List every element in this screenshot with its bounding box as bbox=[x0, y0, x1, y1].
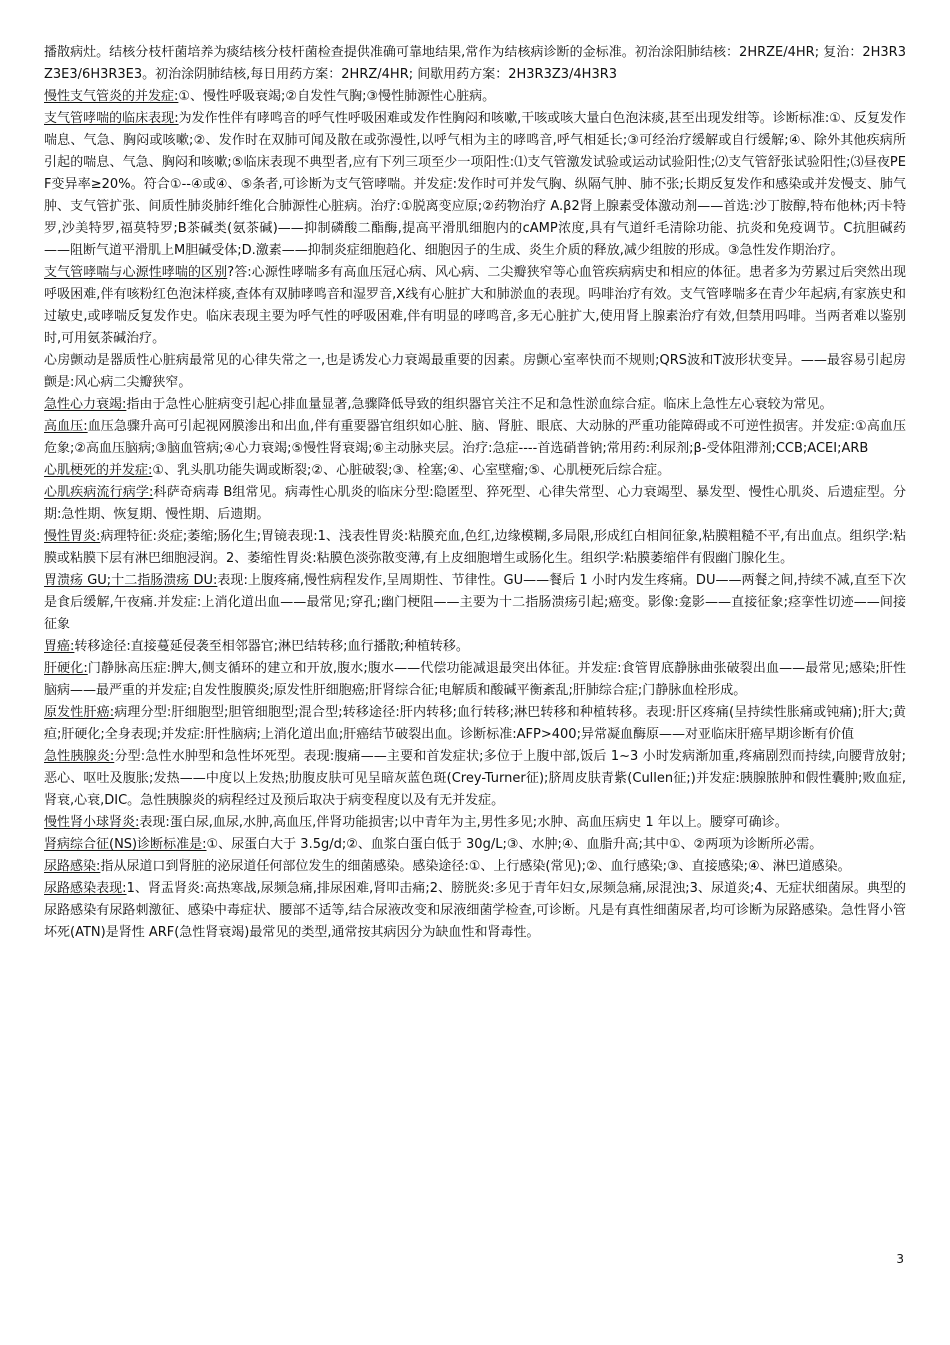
paragraph-heading: 心肌疾病流行病学: bbox=[44, 485, 154, 500]
paragraph bbox=[44, 702, 906, 746]
paragraph-text: 转移途径:直接蔓延侵袭至相邻器官;淋巴结转移;血行播散;种植转移。 bbox=[74, 639, 469, 654]
paragraph bbox=[44, 856, 906, 878]
paragraph bbox=[44, 746, 906, 812]
paragraph bbox=[44, 416, 906, 460]
paragraph bbox=[44, 86, 906, 108]
paragraph bbox=[44, 108, 906, 262]
paragraph-text: ①、慢性呼吸衰竭;②自发性气胸;③慢性肺源性心脏病。 bbox=[178, 89, 496, 104]
paragraph-heading: 心肌梗死的并发症: bbox=[44, 463, 153, 478]
paragraph-heading: 支气管哮喘与心源性哮喘的区别 bbox=[44, 265, 228, 280]
paragraph-text: ①、尿蛋白大于 3.5g/d;②、血浆白蛋白低于 30g/L;③、水肿;④、血脂升高;其中①、②两项为诊断所必需。 bbox=[206, 837, 823, 852]
paragraph-heading: 支气管哮喘的临床表现: bbox=[44, 111, 179, 126]
paragraph-heading: 原发性肝癌: bbox=[44, 705, 115, 720]
paragraph-text: 分型:急性水肿型和急性坏死型。表现:腹痛——主要和首发症状;多位于上腹中部,饭后 1~3 小时发病渐加重,疼痛剧烈而持续,向腰背放射;恶心、呕吐及腹胀;发热——中度以上发热;肋腹皮肤可见呈暗灰蓝色斑(Crey-Turner征);脐周皮肤青紫(Cullen征;)并发症:胰腺脓肿和假性囊肿;败血症,肾衰,心衰,DIC。急性胰腺炎的病程经过及预后取决于病变程度以及有无并发症。 bbox=[44, 749, 906, 808]
paragraph-heading: 慢性胃炎: bbox=[44, 529, 101, 544]
paragraph bbox=[44, 482, 906, 526]
paragraph-heading: 肝硬化: bbox=[44, 661, 88, 676]
paragraph-heading: 慢性肾小球肾炎: bbox=[44, 815, 140, 830]
paragraph-text: 科萨奇病毒 B组常见。病毒性心肌炎的临床分型:隐匿型、猝死型、心律失常型、心力衰竭型、暴发型、慢性心肌炎、后遗症型。分期:急性期、恢复期、慢性期、后遗期。 bbox=[44, 485, 906, 522]
paragraph-heading: 慢性支气管炎的并发症: bbox=[44, 89, 179, 104]
paragraph bbox=[44, 262, 906, 350]
paragraph bbox=[44, 526, 906, 570]
paragraph-heading: 尿路感染: bbox=[44, 859, 101, 874]
paragraph-heading: 胃癌: bbox=[44, 639, 75, 654]
paragraph bbox=[44, 658, 906, 702]
paragraph-text: 为发作性伴有哮鸣音的呼气性呼吸困难或发作性胸闷和咳嗽,干咳或咳大量白色泡沫痰,甚至出现发绀等。诊断标准:①、反复发作喘息、气急、胸闷或咳嗽;②、发作时在双肺可闻及散在或弥漫性,以呼气相为主的哮鸣音,呼气相延长;③可经治疗缓解或自行缓解;④、除外其他疾病所引起的喘息、气急、胸闷和咳嗽;⑤临床表现不典型者,应有下列三项至少一项阳性:⑴支气管激发试验或运动试验阳性;⑵支气管舒张试验阳性;⑶昼夜PEF变异率≥20%。符合①--④或④、⑤条者,可诊断为支气管哮喘。并发症:发作时可并发气胸、纵隔气肿、肺不张;长期反复发作和感染或并发慢支、肺气肿、支气管扩张、间质性肺炎肺纤维化合肺源性心脏病。治疗:①脱离变应原;②药物治疗 A.β2肾上腺素受体激动剂——首选:沙丁胺醇,特布他林;丙卡特罗,沙美特罗,福莫特罗;B茶碱类(氨茶碱)——抑制磷酸二酯酶,提高平滑肌细胞内的cAMP浓度,具有气道纤毛清除功能、抗炎和免疫调节。C抗胆碱药——阻断气道平滑肌上M胆碱受体;D.激素——抑制炎症细胞趋化、细胞因子的生成、炎生介质的释放,减少组胺的形成。③急性发作期治疗。 bbox=[44, 111, 906, 258]
paragraph bbox=[44, 878, 906, 944]
paragraph-text: 心房颤动是器质性心脏病最常见的心律失常之一,也是诱发心力衰竭最重要的因素。房颤心室率快而不规则;QRS波和T波形状变异。——最容易引起房颤是:风心病二尖瓣狭窄。 bbox=[44, 353, 906, 390]
paragraph-heading: 急性心力衰竭: bbox=[44, 397, 127, 412]
paragraph-heading: 胃溃疡 GU;十二指肠溃疡 DU: bbox=[44, 573, 218, 588]
paragraph-text: 播散病灶。结核分枝杆菌培养为痰结核分枝杆菌检查提供准确可靠地结果,常作为结核病诊断的金标准。初治涂阳肺结核：2HRZE/4HR; 复治：2H3R3Z3E3/6H3R3E3。初治涂阴肺结核,每日用药方案：2HRZ/4HR; 间歇用药方案：2H3R3Z3/4H3R3 bbox=[44, 45, 906, 82]
document-body bbox=[44, 42, 906, 944]
paragraph-heading: 急性胰腺炎: bbox=[44, 749, 115, 764]
paragraph bbox=[44, 460, 906, 482]
paragraph bbox=[44, 570, 906, 636]
paragraph-text: ①、乳头肌功能失调或断裂;②、心脏破裂;③、栓塞;④、心室壁瘤;⑤、心肌梗死后综合症。 bbox=[152, 463, 671, 478]
paragraph bbox=[44, 42, 906, 86]
paragraph-text: 指从尿道口到肾脏的泌尿道任何部位发生的细菌感染。感染途径:①、上行感染(常见);②、血行感染;③、直接感染;④、淋巴道感染。 bbox=[100, 859, 851, 874]
page-number: 3 bbox=[896, 1252, 904, 1266]
paragraph-text: 血压急骤升高可引起视网膜渗出和出血,伴有重要器官组织如心脏、脑、肾脏、眼底、大动脉的严重功能障碍或不可逆性损害。并发症:①高血压危象;②高血压脑病;③脑血管病;④心力衰竭;⑤慢性肾衰竭;⑥主动脉夹层。治疗:急症----首选硝普钠;常用药:利尿剂;β-受体阻滞剂;CCB;ACEI;ARB bbox=[44, 419, 906, 456]
paragraph-heading: 高血压: bbox=[44, 419, 88, 434]
paragraph bbox=[44, 812, 906, 834]
paragraph bbox=[44, 636, 906, 658]
paragraph-text: 病理特征:炎症;萎缩;肠化生;胃镜表现:1、浅表性胃炎:粘膜充血,色红,边缘模糊,多局限,形成红白相间征象,粘膜粗糙不平,有出血点。组织学:粘膜或粘膜下层有淋巴细胞浸润。2、萎缩性胃炎:粘膜色淡弥散变薄,有上皮细胞增生或肠化生。组织学:粘膜萎缩伴有假幽门腺化生。 bbox=[44, 529, 906, 566]
paragraph bbox=[44, 350, 906, 394]
paragraph-text: 1、肾盂肾炎:高热寒战,尿频急痛,排尿困难,肾叩击痛;2、膀胱炎:多见于青年妇女,尿频急痛,尿混浊;3、尿道炎;4、无症状细菌尿。典型的尿路感染有尿路刺激征、感染中毒症状、腰部不适等,结合尿液改变和尿液细菌学检查,可诊断。凡是有真性细菌尿者,均可诊断为尿路感染。急性肾小管坏死(ATN)是肾性 ARF(急性肾衰竭)最常见的类型,通常按其病因分为缺血性和肾毒性。 bbox=[44, 881, 906, 940]
paragraph bbox=[44, 834, 906, 856]
paragraph-heading: 肾病综合征(NS)诊断标准是: bbox=[44, 837, 207, 852]
paragraph-text: 表现:上腹疼痛,慢性病程发作,呈周期性、节律性。GU——餐后 1 小时内发生疼痛。DU——两餐之间,持续不减,直至下次是食后缓解,午夜痛.并发症:上消化道出血——最常见;穿孔;幽门梗阻——主要为十二指肠溃疡引起;癌变。影像:龛影——直接征象;痉挛性切迹——间接征象 bbox=[44, 573, 907, 632]
paragraph-text: 病理分型:肝细胞型;胆管细胞型;混合型;转移途径:肝内转移;血行转移;淋巴转移和种植转移。表现:肝区疼痛(呈持续性胀痛或钝痛);肝大;黄疸;肝硬化;全身表现;并发症:肝性脑病;上消化道出血;肝癌结节破裂出血。诊断标准:AFP>400;异常凝血酶原——对亚临床肝癌早期诊断有价值 bbox=[44, 705, 906, 742]
paragraph bbox=[44, 394, 906, 416]
paragraph-text: 指由于急性心脏病变引起心排血量显著,急骤降低导致的组织器官关注不足和急性淤血综合症。临床上急性左心衰较为常见。 bbox=[126, 397, 833, 412]
paragraph-heading: 尿路感染表现: bbox=[44, 881, 127, 896]
paragraph-text: 表现:蛋白尿,血尿,水肿,高血压,伴肾功能损害;以中青年为主,男性多见;水肿、高血压病史 1 年以上。腰穿可确诊。 bbox=[139, 815, 788, 830]
paragraph-text: 门静脉高压症:脾大,侧支循环的建立和开放,腹水;腹水——代偿功能减退最突出体征。并发症:食管胃底静脉曲张破裂出血——最常见;感染;肝性脑病——最严重的并发症;自发性腹膜炎;原发性肝细胞癌;肝肾综合征;电解质和酸碱平衡紊乱;肝肺综合症;门静脉血栓形成。 bbox=[44, 661, 906, 698]
paragraph-text: ?答:心源性哮喘多有高血压冠心病、风心病、二尖瓣狭窄等心血管疾病病史和相应的体征。患者多为劳累过后突然出现呼吸困难,伴有咳粉红色泡沫样痰,查体有双肺哮鸣音和湿罗音,X线有心脏扩大和肺淤血的表现。吗啡治疗有效。支气管哮喘多在青少年起病,有家族史和过敏史,或哮喘反复发作史。临床表现主要为呼气性的呼吸困难,伴有明显的哮鸣音,多无心脏扩大,使用肾上腺素治疗有效,但禁用吗啡。当两者难以鉴别时,可用氨茶碱治疗。 bbox=[44, 265, 906, 346]
